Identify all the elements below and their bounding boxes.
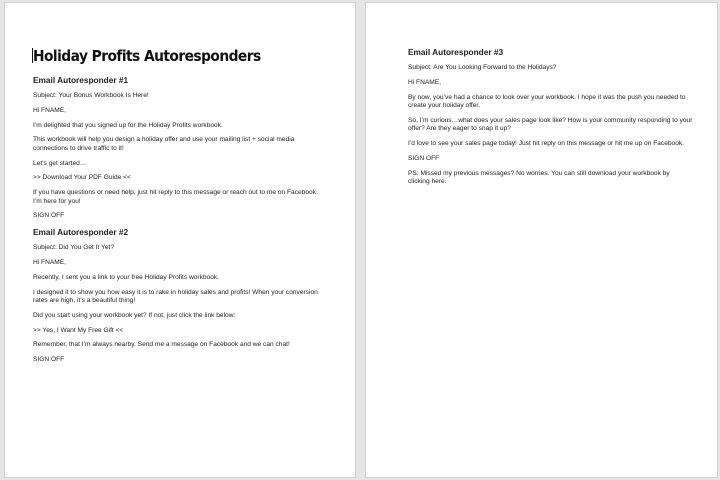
- text-cursor: [32, 48, 33, 63]
- email-2-paragraph: I designed it to show you how easy it is to rake in holiday sales and profits! When your conversion rates are high, it’s a beautiful thing!: [33, 288, 318, 304]
- email-1-subject: Subject: Your Bonus Workbook Is Here!: [33, 92, 149, 99]
- email-2-greeting: Hi FNAME,: [33, 258, 66, 266]
- email-2-gift-link: >> Yes, I Want My Free Gift <<: [33, 326, 124, 334]
- email-1-paragraph: This workbook will help you design a holiday offer and use your mailing list + social media connections to drive traffic to it!: [33, 136, 295, 152]
- email-1-paragraph: Let’s get started…: [33, 159, 87, 167]
- email-1-sign-off: SIGN OFF: [33, 212, 65, 220]
- email-1-paragraph: I’m delighted that you signed up for the Holiday Profits workbook.: [33, 121, 223, 129]
- section-heading-3: Email Autoresponder #3: [408, 47, 504, 57]
- page-1[interactable]: [4, 2, 356, 478]
- section-heading-2: Email Autoresponder #2: [33, 227, 129, 238]
- section-heading-1: Email Autoresponder #1: [33, 75, 129, 85]
- email-3-postscript: PS: Missed my previous messages? No worries. You can still download your workbook by clicking here.: [408, 169, 670, 185]
- email-2-subject: Subject: Did You Get It Yet?: [33, 244, 115, 252]
- email-1-paragraph: If you have questions or need help, just hit reply to this message or reach out to me on Facebook. I’m here for you!: [33, 189, 318, 205]
- email-1-greeting: Hi FNAME,: [33, 106, 66, 114]
- email-3-greeting: Hi FNAME,: [408, 78, 441, 86]
- document-title-text: Holiday Profits Autoresponders: [33, 47, 261, 65]
- email-2-sign-off: SIGN OFF: [33, 356, 65, 364]
- email-3-paragraph: So, I’m curious…what does your sales page look like? How is your community responding to your offer? Are they eager to snap it up?: [408, 116, 693, 133]
- email-2-paragraph: Remember, that I’m always nearby. Send me a message on Facebook and we can chat!: [33, 341, 290, 349]
- email-3-sign-off: SIGN OFF: [408, 154, 440, 162]
- email-2-paragraph: Recently, I sent you a link to your free Holiday Profits workbook.: [33, 273, 220, 281]
- email-3-paragraph: I’d love to see your sales page today! Just hit reply on this message or hit me up on Facebook.: [408, 140, 684, 147]
- page-2[interactable]: [365, 2, 718, 478]
- page-2-content: [408, 47, 693, 193]
- email-3-subject: Subject: Are You Looking Forward to the Holidays?: [408, 64, 557, 71]
- email-2-paragraph: Did you start using your workbook yet? If not, just click the link below:: [33, 311, 236, 319]
- email-1-download-link: >> Download Your PDF Guide <<: [33, 174, 131, 182]
- document-title: [33, 47, 295, 65]
- page-1-content: [33, 47, 318, 371]
- email-3-paragraph: By now, you’ve had a chance to look over your workbook. I hope it was the push you needed to create your holiday offer.: [408, 93, 686, 109]
